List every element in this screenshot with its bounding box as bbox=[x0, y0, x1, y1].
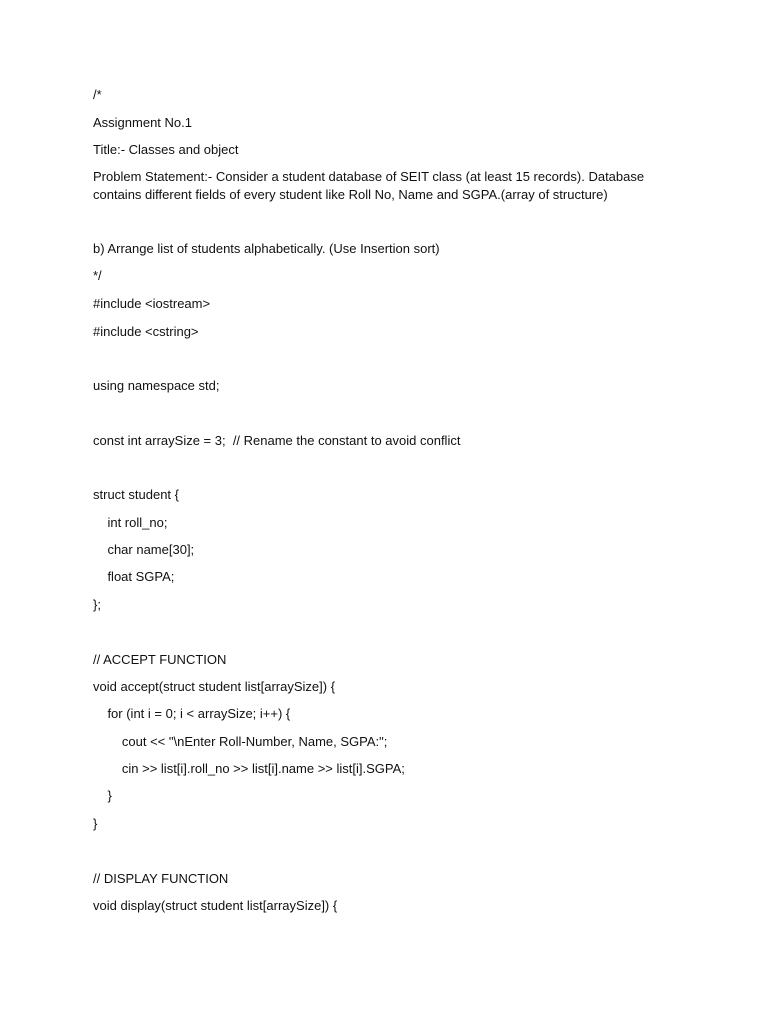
struct-field-sgpa: float SGPA; bbox=[93, 569, 175, 584]
problem-statement: Problem Statement:- Consider a student database of SEIT class (at least 15 records). Database contains different fields of every student like Roll No, Name and SGPA.(array of structure) bbox=[93, 169, 645, 202]
assignment-number: Assignment No.1 bbox=[93, 115, 192, 130]
accept-comment: // ACCEPT FUNCTION bbox=[93, 652, 227, 667]
accept-signature: void accept(struct student list[arraySize]) { bbox=[93, 679, 336, 694]
display-signature: void display(struct student list[arraySize]) { bbox=[93, 898, 338, 913]
include-iostream: #include <iostream> bbox=[93, 296, 211, 311]
task-description: b) Arrange list of students alphabetically. (Use Insertion sort) bbox=[93, 241, 440, 256]
struct-close: }; bbox=[93, 597, 101, 612]
assignment-title: Title:- Classes and object bbox=[93, 142, 239, 157]
display-comment: // DISPLAY FUNCTION bbox=[93, 871, 229, 886]
struct-open: struct student { bbox=[93, 487, 179, 502]
comment-open: /* bbox=[93, 87, 102, 102]
struct-field-name: char name[30]; bbox=[93, 542, 195, 557]
for-loop-close: } bbox=[93, 788, 112, 803]
comment-close: */ bbox=[93, 268, 102, 283]
struct-field-roll-no: int roll_no; bbox=[93, 515, 168, 530]
accept-cin: cin >> list[i].roll_no >> list[i].name >> list[i].SGPA; bbox=[93, 761, 405, 776]
const-declaration: const int arraySize = 3; // Rename the constant to avoid conflict bbox=[93, 433, 461, 448]
using-namespace: using namespace std; bbox=[93, 378, 220, 393]
accept-close: } bbox=[93, 816, 98, 831]
accept-for-loop: for (int i = 0; i < arraySize; i++) { bbox=[93, 706, 291, 721]
accept-cout: cout << "\nEnter Roll-Number, Name, SGPA:"; bbox=[93, 734, 388, 749]
include-cstring: #include <cstring> bbox=[93, 324, 199, 339]
